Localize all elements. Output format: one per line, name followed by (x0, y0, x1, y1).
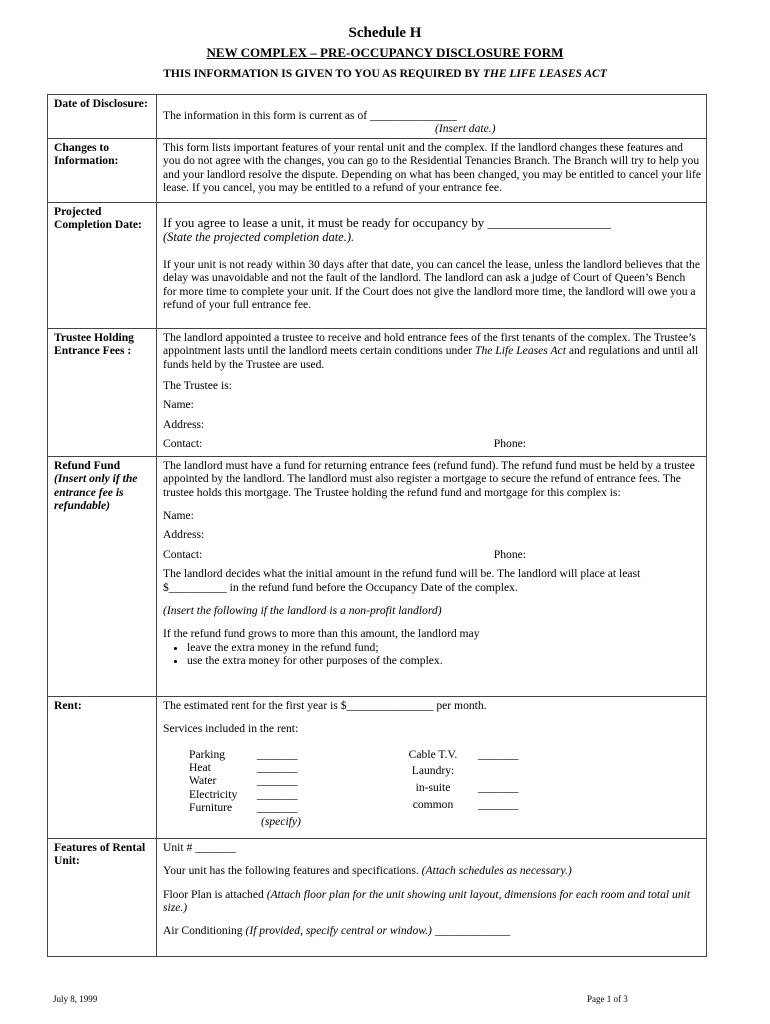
refund-name: Name: (163, 509, 194, 523)
list-item: • use the extra money for other purposes of the complex. (187, 654, 701, 667)
rent-specify-note: (specify) (261, 814, 301, 828)
service-blank: _______ (257, 787, 298, 801)
service-name: Laundry: (411, 764, 455, 778)
refund-initial-amount: The landlord decides what the initial amount in the refund fund will be. The landlord will place at least $__________ in the refund fund before the Occupancy Date of the complex. (163, 567, 641, 594)
service-name: in-suite (415, 781, 451, 795)
cell-changes (157, 138, 707, 202)
cell-date-of-disclosure (157, 95, 707, 139)
service-name: Electricity (189, 787, 238, 801)
row-completion (48, 202, 707, 328)
services-table (189, 748, 701, 815)
rent-text: The estimated rent for the first year is $_______________ per month. (163, 698, 487, 712)
footer-page-number: Page 1 of 3 (587, 994, 628, 1004)
refund-phone: Phone: (493, 547, 526, 561)
refund-growth-text: If the refund fund grows to more than this amount, the landlord may (163, 627, 480, 641)
trustee-text: The landlord appointed a trustee to receive and hold entrance fees of the first tenants of the complex. The Trustee’s appointment lasts until the landlord meets certain conditions under The Life Leases Act and regulations and until all funds held by the Trustee are used. (163, 330, 699, 371)
service-blank: _______ (257, 801, 298, 815)
features-air-conditioning: Air Conditioning (If provided, specify central or window.) _____________ (163, 924, 511, 938)
disclosure-note: (Insert date.) (435, 122, 496, 136)
row-rent (48, 696, 707, 838)
label-refund-fund: Refund Fund (Insert only if the entrance fee is refundable) (48, 456, 157, 696)
rent-services-intro: Services included in the rent: (163, 722, 299, 736)
changes-text: This form lists important features of your rental unit and the complex. If the landlord changes these features and you do not agree with the changes, you can go to the Residential Tenancies Branch. The Branch will try to help you and your landlord resolve the dispute. Depending on what has been changed, you may be entitled to cancel your life lease. If you cancel, you may be entitled to a refund of your entrance fee. (163, 140, 701, 195)
refund-label-note: (Insert only if the entrance fee is refundable) (54, 472, 138, 513)
label-changes: Changes to Information: (48, 138, 157, 202)
service-blank (478, 764, 542, 781)
service-name: common (412, 797, 454, 811)
label-features: Features of Rental Unit: (48, 838, 157, 956)
service-name: Cable T.V. (408, 747, 458, 761)
list-item: • leave the extra money in the refund fund; (187, 641, 701, 654)
features-unit: Unit # _______ (163, 840, 236, 854)
trustee-is: The Trustee is: (163, 379, 232, 393)
service-name: Furniture (189, 801, 233, 815)
footer-date: July 8, 1999 (53, 994, 98, 1004)
trustee-contact: Contact: (163, 437, 203, 451)
service-name: Water (189, 774, 217, 788)
cell-trustee (157, 328, 707, 456)
completion-text: If you agree to lease a unit, it must be ready for occupancy by ___________________ (163, 214, 612, 230)
service-blank: _______ (478, 747, 519, 761)
service-blank: _______ (478, 797, 519, 811)
cell-features (157, 838, 707, 956)
refund-address: Address: (163, 528, 205, 542)
refund-contact: Contact: (163, 547, 203, 561)
service-name: Parking (189, 747, 226, 761)
row-features (48, 838, 707, 956)
form-title: Schedule H (348, 25, 422, 41)
row-date-of-disclosure (48, 95, 707, 139)
row-trustee (48, 328, 707, 456)
cell-refund-fund (157, 456, 707, 696)
service-blank: _______ (257, 761, 298, 775)
row-changes (48, 138, 707, 202)
services-right (388, 748, 542, 815)
legal-statement: THIS INFORMATION IS GIVEN TO YOU AS REQUIRED BY THE LIFE LEASES ACT (163, 68, 607, 80)
service-blank: _______ (257, 774, 298, 788)
completion-details: If your unit is not ready within 30 days after that date, you can cancel the lease, unless the landlord believes that the delay was unavoidable and not the fault of the landlord. The landlord can ask a judge of Court of Queen’s Bench for more time to complete your unit. If the Court does not give the landlord more time, the landlord will owe you a refund of your full entrance fee. (163, 257, 701, 312)
cell-completion (157, 202, 707, 328)
label-rent: Rent: (48, 696, 157, 838)
trustee-phone: Phone: (493, 437, 526, 451)
trustee-name: Name: (163, 398, 194, 412)
refund-nonprofit-note: (Insert the following if the landlord is a non-profit landlord) (163, 604, 442, 618)
trustee-contact-row (163, 437, 701, 450)
services-left (189, 748, 321, 815)
form-subtitle: NEW COMPLEX – PRE-OCCUPANCY DISCLOSURE FORM (206, 45, 564, 60)
service-name: Heat (189, 761, 211, 775)
disclosure-text: The information in this form is current as of _______________ (163, 109, 457, 122)
label-trustee: Trustee Holding Entrance Fees : (48, 328, 157, 456)
disclosure-table (47, 94, 707, 957)
label-completion: Projected Completion Date: (48, 202, 157, 328)
service-blank: _______ (257, 747, 298, 761)
refund-contact-row (163, 548, 701, 561)
label-date-of-disclosure: Date of Disclosure: (48, 95, 157, 139)
completion-note: (State the projected completion date.). (163, 229, 355, 244)
features-floor-plan: Floor Plan is attached (Attach floor plan for the unit showing unit layout, dimensions for each room and total unit size.) (163, 887, 691, 915)
service-blank: _______ (478, 781, 519, 795)
refund-options-list (163, 641, 701, 668)
cell-rent (157, 696, 707, 838)
trustee-address: Address: (163, 417, 205, 431)
row-refund-fund (48, 456, 707, 696)
features-specs: Your unit has the following features and specifications. (Attach schedules as necessary.) (163, 864, 572, 878)
refund-text: The landlord must have a fund for returning entrance fees (refund fund). The refund fund must be held by a trustee appointed by the landlord. The landlord must also register a mortgage to secure the refund of entrance fees. The trustee holds this mortgage. The Trustee holding the refund fund and mortgage for this complex is: (163, 458, 695, 499)
